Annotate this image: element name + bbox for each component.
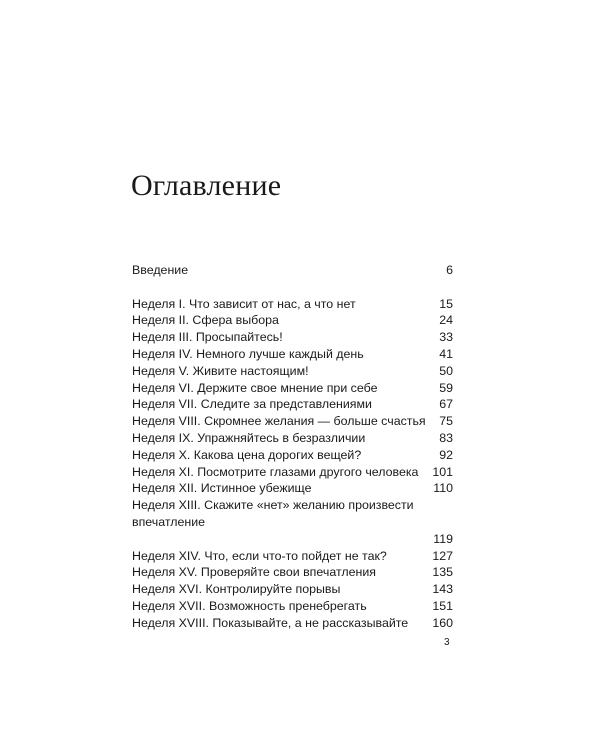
- toc-entry-label: Неделя XIII. Скажите «нет» желанию произвести: [132, 498, 414, 513]
- toc-entry: [132, 296, 453, 313]
- toc-entry-page: 135: [432, 565, 453, 580]
- toc-entry-label: Неделя VI. Держите свое мнение при себе: [132, 380, 378, 395]
- toc-entry-page: 119: [433, 531, 453, 546]
- toc-entry: [132, 564, 453, 581]
- toc-entry-label: Неделя V. Живите настоящим!: [132, 363, 309, 378]
- toc-entry: [132, 615, 453, 632]
- toc-entry: [132, 548, 453, 565]
- page-title: Оглавление: [131, 169, 282, 202]
- toc-entry-page: 67: [439, 397, 453, 412]
- toc-entry-label: Неделя III. Просыпайтесь!: [132, 330, 283, 345]
- toc-entry-line: [132, 514, 453, 531]
- table-of-contents: [132, 262, 453, 632]
- toc-entry-label: впечатление: [132, 514, 206, 529]
- toc-entry-intro: [132, 262, 453, 279]
- toc-entry-page: 127: [432, 548, 453, 563]
- toc-entry-line: [132, 497, 453, 514]
- toc-entry: [132, 346, 453, 363]
- toc-entry: [132, 480, 453, 497]
- toc-entry-page: 110: [433, 481, 453, 496]
- toc-entry-label: Неделя VII. Следите за представлениями: [132, 397, 372, 412]
- toc-entry: [132, 312, 453, 329]
- toc-entry-page: 143: [432, 582, 453, 597]
- toc-entry: [132, 430, 453, 447]
- page-number: 3: [444, 637, 450, 648]
- toc-entry-page: 41: [439, 346, 453, 361]
- toc-entry-label: Неделя XIV. Что, если что-то пойдет не так?: [132, 548, 387, 563]
- toc-entry-label: Неделя XII. Истинное убежище: [132, 481, 312, 496]
- toc-entry-label: Неделя XI. Посмотрите глазами другого человека: [132, 464, 419, 479]
- toc-entry: [132, 363, 453, 380]
- toc-entry-page: 33: [439, 330, 453, 345]
- toc-entry-label: Неделя II. Сфера выбора: [132, 313, 279, 328]
- toc-entry-label: Неделя X. Какова цена дорогих вещей?: [132, 447, 362, 462]
- toc-entry: [132, 413, 453, 430]
- toc-entry-label: Неделя XVII. Возможность пренебрегать: [132, 598, 367, 613]
- toc-entry-label: Введение: [132, 263, 189, 277]
- toc-entry-page: 6: [446, 263, 453, 277]
- toc-entry: [132, 598, 453, 615]
- toc-entry: [132, 464, 453, 481]
- toc-entry-label: Неделя XV. Проверяйте свои впечатления: [132, 565, 376, 580]
- toc-entry-page: 50: [439, 363, 453, 378]
- toc-entry: [132, 380, 453, 397]
- toc-entry-page: 59: [439, 380, 453, 395]
- toc-entry-page: 160: [432, 615, 453, 630]
- toc-entry-label: Неделя VIII. Скромнее желания — больше счастья: [132, 414, 426, 429]
- toc-entry: [132, 581, 453, 598]
- toc-entry-label: Неделя XVIII. Показывайте, а не рассказывайте: [132, 615, 409, 630]
- toc-entry: [132, 329, 453, 346]
- toc-entry-line: [132, 531, 453, 548]
- toc-entry: [132, 497, 453, 547]
- toc-entry-page: 83: [439, 430, 453, 445]
- toc-entry-label: Неделя IX. Упражняйтесь в безразличии: [132, 430, 366, 445]
- toc-entry-page: 101: [432, 464, 453, 479]
- toc-entry-page: 24: [439, 313, 453, 328]
- toc-entry-page: 75: [439, 414, 453, 429]
- toc-entry-label: Неделя IV. Немного лучше каждый день: [132, 346, 364, 361]
- toc-entry: [132, 447, 453, 464]
- toc-entry-label: Неделя I. Что зависит от нас, а что нет: [132, 296, 356, 311]
- toc-entry-page: 151: [432, 598, 453, 613]
- toc-entry-page: 15: [439, 296, 453, 311]
- toc-entry: [132, 396, 453, 413]
- toc-entry-label: Неделя XVI. Контролируйте порывы: [132, 582, 341, 597]
- toc-entry-page: 92: [439, 447, 453, 462]
